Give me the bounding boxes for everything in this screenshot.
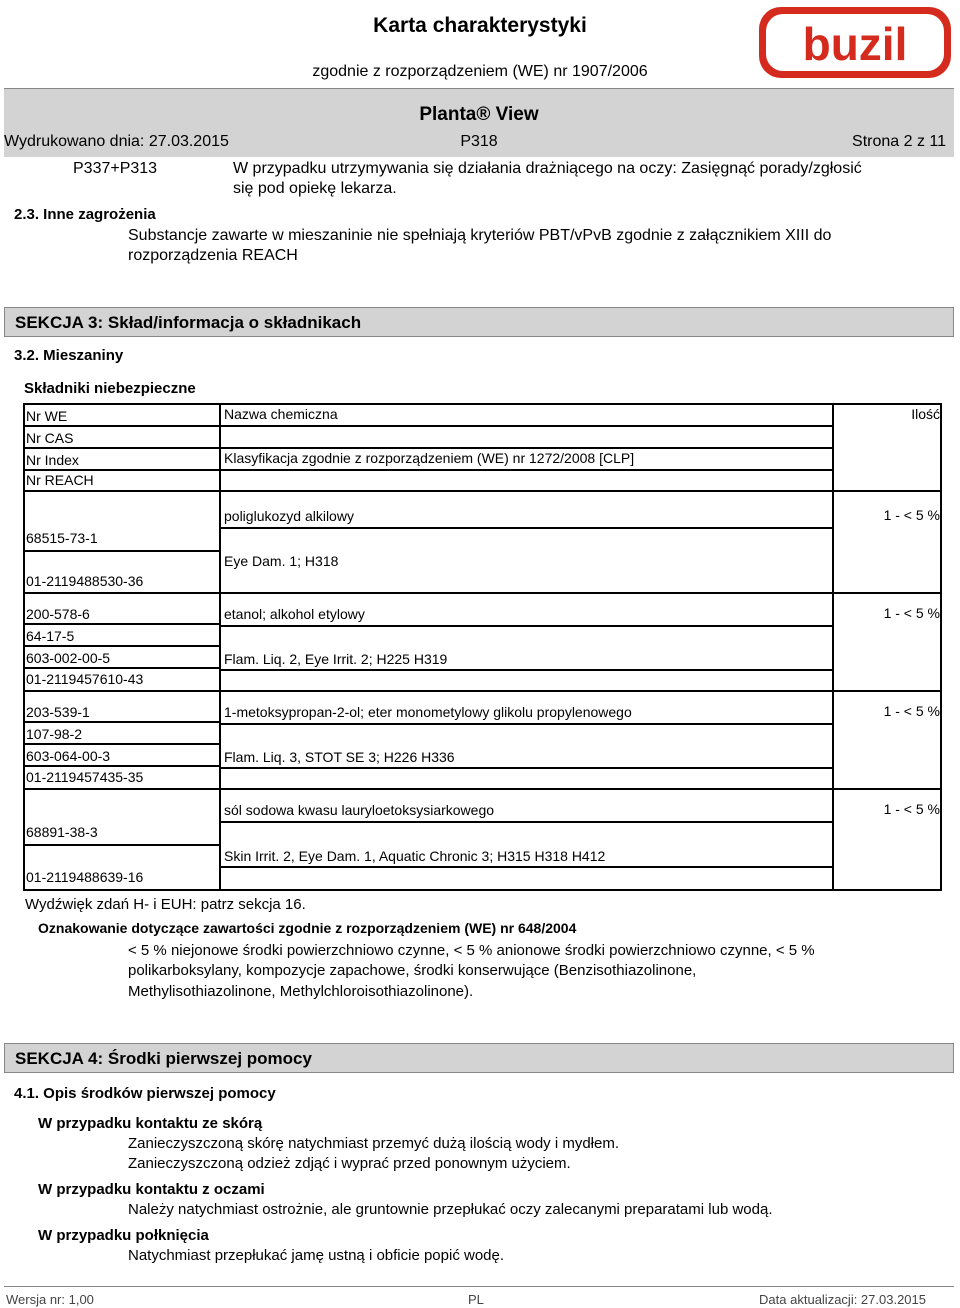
row-cas: 64-17-5 bbox=[23, 625, 219, 647]
row-chemical-name: 1-metoksypropan-2-ol; eter monometylowy glikolu propylenowego bbox=[224, 704, 632, 720]
row-chemical-name: poliglukozyd alkilowy bbox=[224, 508, 354, 524]
logo-text: buzil bbox=[802, 18, 908, 70]
section-3-2-title: 3.2. Mieszaniny bbox=[14, 347, 124, 364]
page-number: Strona 2 z 11 bbox=[852, 133, 946, 150]
section-4-title: SEKCJA 4: Środki pierwszej pomocy bbox=[15, 1049, 312, 1068]
ingestion-line-1: Natychmiast przepłukać jamę ustną i obficie popić wodę. bbox=[128, 1247, 505, 1264]
header-classification: Klasyfikacja zgodnie z rozporządzeniem (WE) nr 1272/2008 [CLP] bbox=[221, 447, 832, 471]
document-subtitle: zgodnie z rozporządzeniem (WE) nr 1907/2006 bbox=[312, 63, 648, 80]
row-classification: Eye Dam. 1; H318 bbox=[224, 553, 339, 569]
product-name: Planta® View bbox=[419, 104, 539, 125]
eye-contact-line-1: Należy natychmiast ostrożnie, ale gruntownie przepłukać oczy zalecanymi preparatami lub wodą. bbox=[128, 1201, 773, 1218]
row-we: 200-578-6 bbox=[23, 603, 219, 625]
row-cas: 107-98-2 bbox=[23, 723, 219, 745]
section-2-3-line-2: rozporządzenia REACH bbox=[128, 247, 298, 264]
ingredients-table bbox=[23, 403, 942, 891]
row-index: 603-064-00-3 bbox=[23, 745, 219, 767]
row-quantity: 1 - < 5 % bbox=[883, 703, 940, 719]
product-code: P318 bbox=[460, 133, 498, 150]
row-chemical-name: sól sodowa kwasu lauryloetoksysiarkowego bbox=[224, 802, 495, 818]
header-nr-reach: Nr REACH bbox=[26, 472, 94, 488]
section-3-bar bbox=[4, 307, 954, 337]
section-4-bar bbox=[4, 1043, 954, 1073]
labelling-line-1: < 5 % niejonowe środki powierzchniowo czynne, < 5 % anionowe środki powierzchniowo czynne, < 5 % bbox=[128, 942, 815, 959]
header-band bbox=[4, 88, 954, 157]
table-title: Składniki niebezpieczne bbox=[24, 380, 196, 397]
header-chemical-name: Nazwa chemiczna bbox=[221, 403, 832, 427]
row-quantity: 1 - < 5 % bbox=[883, 801, 940, 817]
labelling-line-3: Methylisothiazolinone, Methylchloroisothiazolinone). bbox=[128, 983, 474, 1000]
eye-contact-title: W przypadku kontaktu z oczami bbox=[38, 1181, 265, 1198]
skin-contact-line-2: Zanieczyszczoną odzież zdjąć i wyprać przed ponownym użyciem. bbox=[128, 1155, 571, 1172]
row-reach: 01-2119488530-36 bbox=[26, 573, 144, 589]
ingestion-title: W przypadku połknięcia bbox=[38, 1227, 209, 1244]
document-title: Karta charakterystyki bbox=[373, 14, 587, 37]
labelling-line-2: polikarboksylany, kompozycje zapachowe, środki konserwujące (Benzisothiazolinone, bbox=[128, 962, 697, 979]
p-statement-text-1: W przypadku utrzymywania się działania drażniącego na oczy: Zasięgnąć porady/zgłosić bbox=[233, 160, 862, 177]
row-reach: 01-2119457610-43 bbox=[26, 671, 144, 687]
footer-language: PL bbox=[468, 1292, 484, 1307]
section-2-3-line-1: Substancje zawarte w mieszaninie nie spełniają kryteriów PBT/vPvB zgodnie z załącznikiem XIII do bbox=[128, 227, 832, 244]
row-reach: 01-2119488639-16 bbox=[26, 869, 144, 885]
row-classification: Flam. Liq. 2, Eye Irrit. 2; H225 H319 bbox=[224, 651, 448, 667]
p-statement-text-2: się pod opiekę lekarza. bbox=[233, 180, 397, 197]
section-3-title: SEKCJA 3: Skład/informacja o składnikach bbox=[15, 313, 362, 332]
header-quantity: Ilość bbox=[911, 406, 940, 422]
row-quantity: 1 - < 5 % bbox=[883, 507, 940, 523]
row-cas: 68515-73-1 bbox=[26, 530, 98, 546]
footer-update-date: Data aktualizacji: 27.03.2015 bbox=[759, 1292, 926, 1307]
row-reach: 01-2119457435-35 bbox=[26, 769, 144, 785]
p-statement-code: P337+P313 bbox=[73, 160, 158, 177]
footer-divider bbox=[4, 1286, 954, 1287]
header-nr-we: Nr WE bbox=[23, 405, 219, 427]
header-nr-cas: Nr CAS bbox=[23, 427, 219, 449]
header-nr-index: Nr Index bbox=[23, 449, 219, 471]
labelling-title: Oznakowanie dotyczące zawartości zgodnie z rozporządzeniem (WE) nr 648/2004 bbox=[38, 920, 577, 936]
section-2-3-title: 2.3. Inne zagrożenia bbox=[14, 206, 156, 223]
row-classification: Flam. Liq. 3, STOT SE 3; H226 H336 bbox=[224, 749, 455, 765]
section-4-1-title: 4.1. Opis środków pierwszej pomocy bbox=[14, 1085, 276, 1102]
printed-date: Wydrukowano dnia: 27.03.2015 bbox=[4, 133, 229, 150]
row-chemical-name: etanol; alkohol etylowy bbox=[224, 606, 365, 622]
row-cas: 68891-38-3 bbox=[26, 824, 98, 840]
row-we: 203-539-1 bbox=[23, 701, 219, 723]
row-quantity: 1 - < 5 % bbox=[883, 605, 940, 621]
h-statement-note: Wydźwięk zdań H- i EUH: patrz sekcja 16. bbox=[25, 896, 306, 913]
buzil-logo bbox=[757, 5, 953, 80]
row-classification: Skin Irrit. 2, Eye Dam. 1, Aquatic Chronic 3; H315 H318 H412 bbox=[224, 848, 606, 864]
skin-contact-line-1: Zanieczyszczoną skórę natychmiast przemyć dużą ilością wody i mydłem. bbox=[128, 1135, 620, 1152]
skin-contact-title: W przypadku kontaktu ze skórą bbox=[38, 1115, 263, 1132]
footer-version: Wersja nr: 1,00 bbox=[6, 1292, 94, 1307]
row-index: 603-002-00-5 bbox=[23, 647, 219, 669]
